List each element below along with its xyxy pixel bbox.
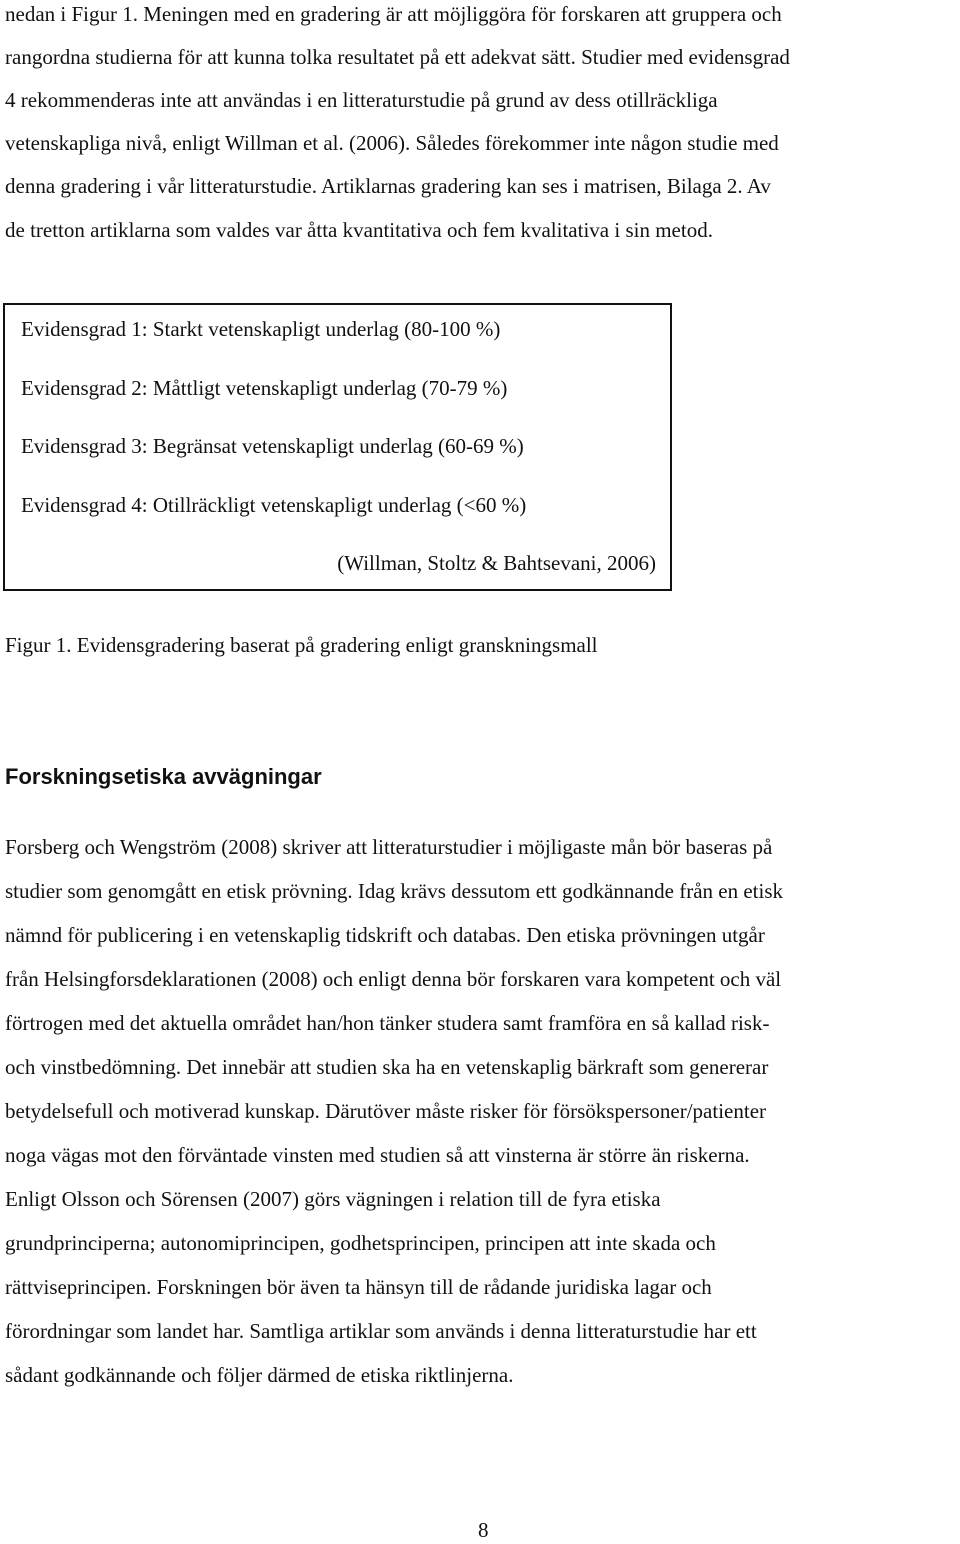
grade-text: : Otillräckligt vetenskapligt underlag (<60 %) [141,493,527,517]
body-line: förordningar som landet har. Samtliga artiklar som används i denna litteraturstudie har ett [5,1319,757,1343]
body-line: från Helsingforsdeklarationen (2008) och enligt denna bör forskaren vara kompetent och väl [5,967,782,991]
grade-label: Evidensgrad 1 [21,317,142,341]
grade-label: Evidensgrad 2 [21,376,142,400]
grade-text: : Begränsat vetenskapligt underlag (60-69 %) [141,434,524,458]
intro-line: de tretton artiklarna som valdes var åtta kvantitativa och fem kvalitativa i sin metod. [5,218,713,242]
page-number: 8 [478,1518,489,1542]
intro-line: denna gradering i vår litteraturstudie. Artiklarnas gradering kan ses i matrisen, Bilaga 2. Av [5,174,771,198]
body-line: noga vägas mot den förväntade vinsten med studien så att vinsterna är större än riskerna. [5,1143,750,1167]
grade-label: Evidensgrad 3 [21,434,142,458]
evidence-grade-item [21,374,507,402]
body-line: och vinstbedömning. Det innebär att studien ska ha en vetenskaplig bärkraft som genererar [5,1055,769,1079]
intro-line: vetenskapliga nivå, enligt Willman et al. (2006). Således förekommer inte någon studie med [5,131,779,155]
body-line: grundprinciperna; autonomiprincipen, godhetsprincipen, principen att inte skada och [5,1231,716,1255]
intro-line: nedan i Figur 1. Meningen med en gradering är att möjliggöra för forskaren att gruppera och [5,2,782,26]
body-line: nämnd för publicering i en vetenskaplig tidskrift och databas. Den etiska prövningen utgår [5,923,765,947]
grade-text: : Starkt vetenskapligt underlag (80-100 %) [141,317,501,341]
body-line: studier som genomgått en etisk prövning. Idag krävs dessutom ett godkännande från en etisk [5,879,783,903]
evidence-grade-box [3,303,672,591]
figure-caption: Figur 1. Evidensgradering baserat på gradering enligt granskningsmall [5,633,598,657]
body-line: förtrogen med det aktuella området han/hon tänker studera samt framföra en så kallad risk- [5,1011,770,1035]
body-line: Forsberg och Wengström (2008) skriver att litteraturstudier i möjligaste mån bör baseras på [5,835,773,859]
grade-citation: (Willman, Stoltz & Bahtsevani, 2006) [337,551,656,575]
grade-text: : Måttligt vetenskapligt underlag (70-79 %) [141,376,508,400]
body-line: sådant godkännande och följer därmed de etiska riktlinjerna. [5,1363,514,1387]
body-line: betydelsefull och motiverad kunskap. Därutöver måste risker för försökspersoner/patienter [5,1099,767,1123]
evidence-grade-item [21,491,526,519]
body-line: Enligt Olsson och Sörensen (2007) görs vägningen i relation till de fyra etiska [5,1187,661,1211]
body-line: rättviseprincipen. Forskningen bör även ta hänsyn till de rådande juridiska lagar och [5,1275,712,1299]
evidence-grade-item [21,315,500,343]
intro-line: rangordna studierna för att kunna tolka resultatet på ett adekvat sätt. Studier med evidensgrad [5,45,790,69]
intro-line: 4 rekommenderas inte att användas i en litteraturstudie på grund av dess otillräckliga [5,88,718,112]
evidence-grade-item [21,432,524,460]
grade-label: Evidensgrad 4 [21,493,142,517]
section-heading: Forskningsetiska avvägningar [5,764,322,789]
